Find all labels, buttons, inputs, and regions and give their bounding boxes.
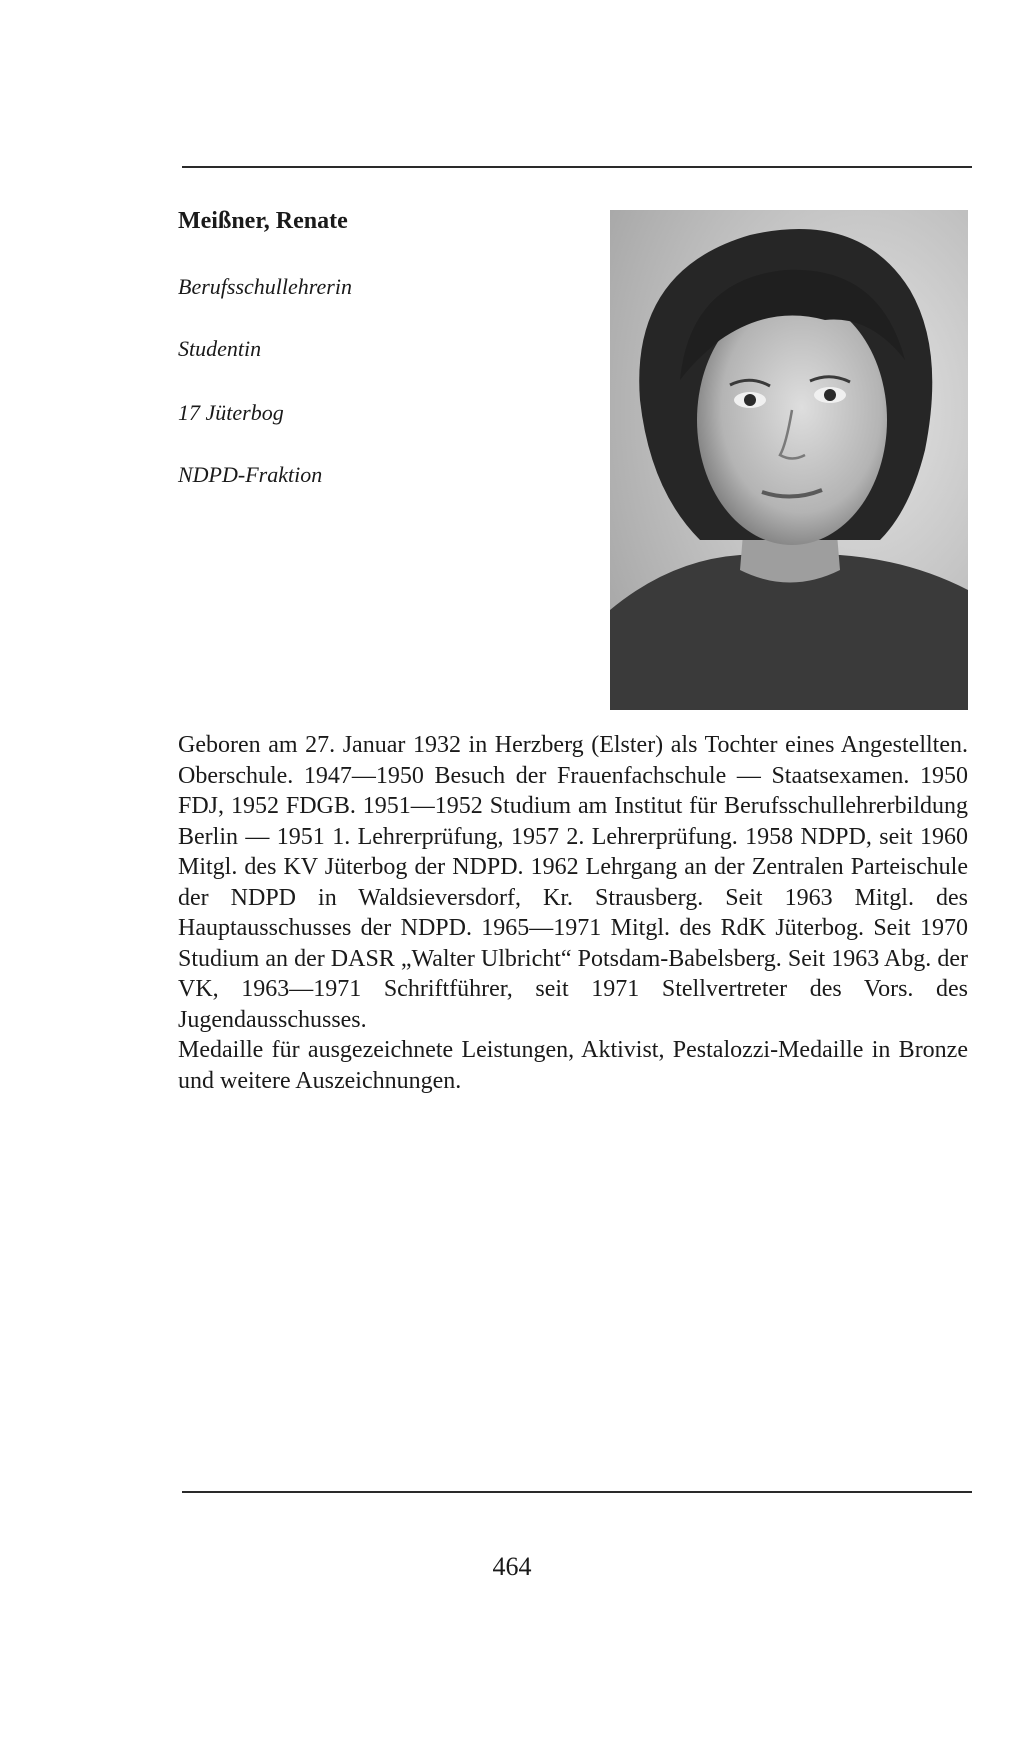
bottom-rule <box>182 1491 972 1493</box>
entry-profession: Berufsschullehrerin <box>178 274 352 299</box>
portrait-photo <box>610 210 968 710</box>
entry-name: Meißner, Renate <box>178 208 348 234</box>
entry-occupation: Studentin <box>178 336 262 361</box>
biography-text: Geboren am 27. Januar 1932 in Herzberg (Elster) als Tochter eines Angestellten. Oberschule. 1947—1950 Besuch der Frauenfachschule — Staatsexamen. 1950 FDJ, 1952 FDGB. 1951—1952 Studium am Institut für Berufsschullehrerbildung Berlin — 1951 1. Lehrerprüfung, 1957 2. Lehrerprüfung. 1958 NDPD, seit 1960 Mitgl. des KV Jüterbog der NDPD. 1962 Lehrgang an der Zentralen Parteischule der NDPD in Waldsieversdorf, Kr. Strausberg. Seit 1963 Mitgl. des Hauptausschusses der NDPD. 1965—1971 Mitgl. des RdK Jüterbog. Seit 1970 Studium an der DASR „Walter Ulbricht“ Potsdam-Babelsberg. Seit 1963 Abg. der VK, 1963—1971 Schriftführer, seit 1971 Stellvertreter des Vors. des Jugendausschusses. <box>178 732 968 1033</box>
top-rule <box>182 166 972 168</box>
entry-constituency: 17 Jüterbog <box>178 400 284 425</box>
biography <box>178 730 968 1096</box>
page-number: 464 <box>492 1552 532 1581</box>
portrait-illustration <box>610 210 968 710</box>
entry-faction: NDPD-Fraktion <box>178 462 323 487</box>
biography-awards: Medaille für ausgezeichnete Leistungen, Aktivist, Pestalozzi-Medaille in Bronze und weitere Auszeichnungen. <box>178 1037 968 1094</box>
